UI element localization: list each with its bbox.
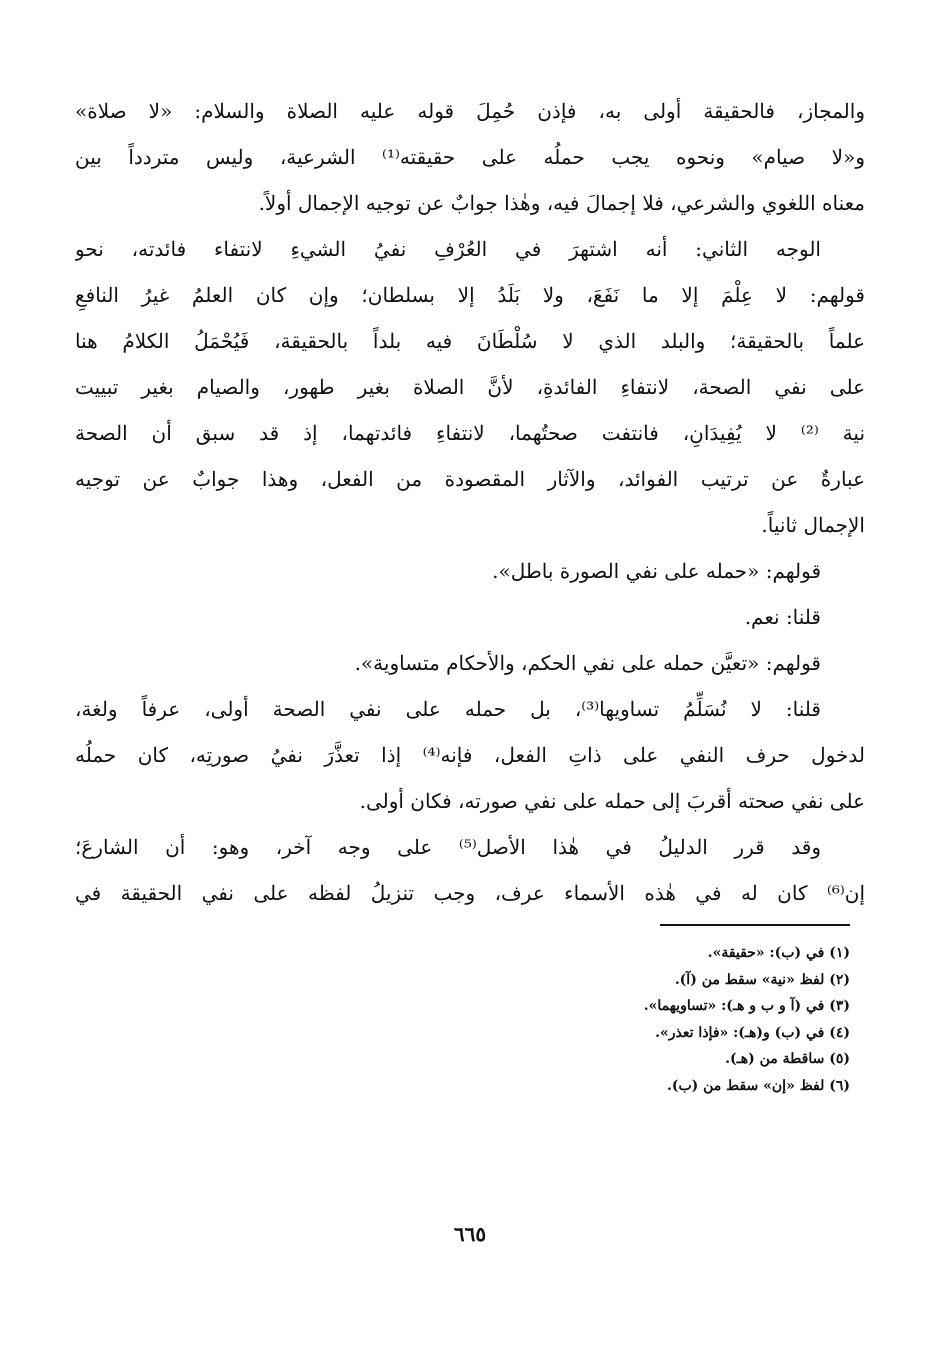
text-line: قولهم: لا عِلْمَ إلا ما نَفَعَ، ولا بَلَدُ إلا بسلطان؛ وإن كان العلمُ غيرُ النافعِ bbox=[75, 283, 865, 307]
text-line: على نفي الصحة، لانتفاءِ الفائدةِ، لأنَّ الصلاة بغير طهور، والصيام بغير تبييت bbox=[75, 375, 865, 399]
text-line: معناه اللغوي والشرعي، فلا إجمالَ فيه، وهٰذا جوابٌ عن توجيه الإجمال أولاً. bbox=[258, 191, 865, 215]
main-text bbox=[75, 88, 865, 916]
text-line: إن⁽⁶⁾ كان له في هٰذه الأسماء عرف، وجب تنزيلُ لفظه على نفي الحقيقة في bbox=[75, 881, 865, 905]
footnote: (٦) لفظ «إن» سقط من (ب). bbox=[666, 1077, 850, 1094]
text-line: قلنا: لا نُسَلِّمُ تساويها⁽³⁾، بل حمله على نفي الصحة أولى، عرفاً ولغة، bbox=[75, 697, 821, 721]
text-line: وقد قرر الدليلُ في هٰذا الأصل⁽⁵⁾ على وجه آخر، وهو: أن الشارعَ؛ bbox=[75, 835, 821, 859]
footnote-separator bbox=[660, 924, 850, 926]
footnote: (٢) لفظ «نية» سقط من (آ). bbox=[674, 971, 850, 988]
text-line: قلنا: نعم. bbox=[744, 605, 821, 629]
text-line: الإجمال ثانياً. bbox=[761, 513, 865, 537]
text-line: نية ⁽²⁾ لا يُفِيدَانِ، فانتفت صحتُهما، لانتفاءِ فائدتهما، إذ قد سبق أن الصحة bbox=[75, 421, 865, 445]
text-line: قولهم: «تعيَّن حمله على نفي الحكم، والأحكام متساوية». bbox=[354, 651, 821, 675]
text-line: عبارةٌ عن ترتيب الفوائد، والآثار المقصودة من الفعل، وهذا جوابٌ عن توجيه bbox=[75, 467, 865, 491]
text-line: قولهم: «حمله على نفي الصورة باطل». bbox=[492, 559, 821, 583]
text-line: علماً بالحقيقة؛ والبلد الذي لا سُلْطَانَ فيه بلداً بالحقيقة، فَيُحْمَلُ الكلامُ هنا bbox=[75, 329, 865, 353]
text-line: و«لا صيام» ونحوه يجب حملُه على حقيقته⁽¹⁾ الشرعية، وليس متردداً بين bbox=[75, 145, 865, 169]
text-line: والمجاز، فالحقيقة أولى به، فإذن حُمِلَ قوله عليه الصلاة والسلام: «لا صلاة» bbox=[75, 99, 865, 123]
footnote: (١) في (ب): «حقيقة». bbox=[707, 945, 850, 961]
text-line: على نفي صحته أقربَ إلى حمله على نفي صورته، فكان أولى. bbox=[359, 789, 865, 813]
footnote: (٥) ساقطة من (هـ). bbox=[725, 1051, 850, 1067]
page-number: ٦٦٥ bbox=[453, 1222, 487, 1246]
footnote: (٣) في (آ و ب و هـ): «تساويهما». bbox=[643, 998, 850, 1014]
text-line: الوجه الثاني: أنه اشتهرَ في العُرْفِ نفيُ الشيءِ لانتفاء فائدته، نحو bbox=[75, 237, 821, 261]
footnotes bbox=[350, 940, 850, 1099]
text-line: لدخول حرف النفي على ذاتِ الفعل، فإنه⁽⁴⁾ إذا تعذَّرَ نفيُ صورتِه، كان حملُه bbox=[75, 743, 865, 767]
footnote: (٤) في (ب) و(هـ): «فإذا تعذر». bbox=[655, 1024, 850, 1041]
